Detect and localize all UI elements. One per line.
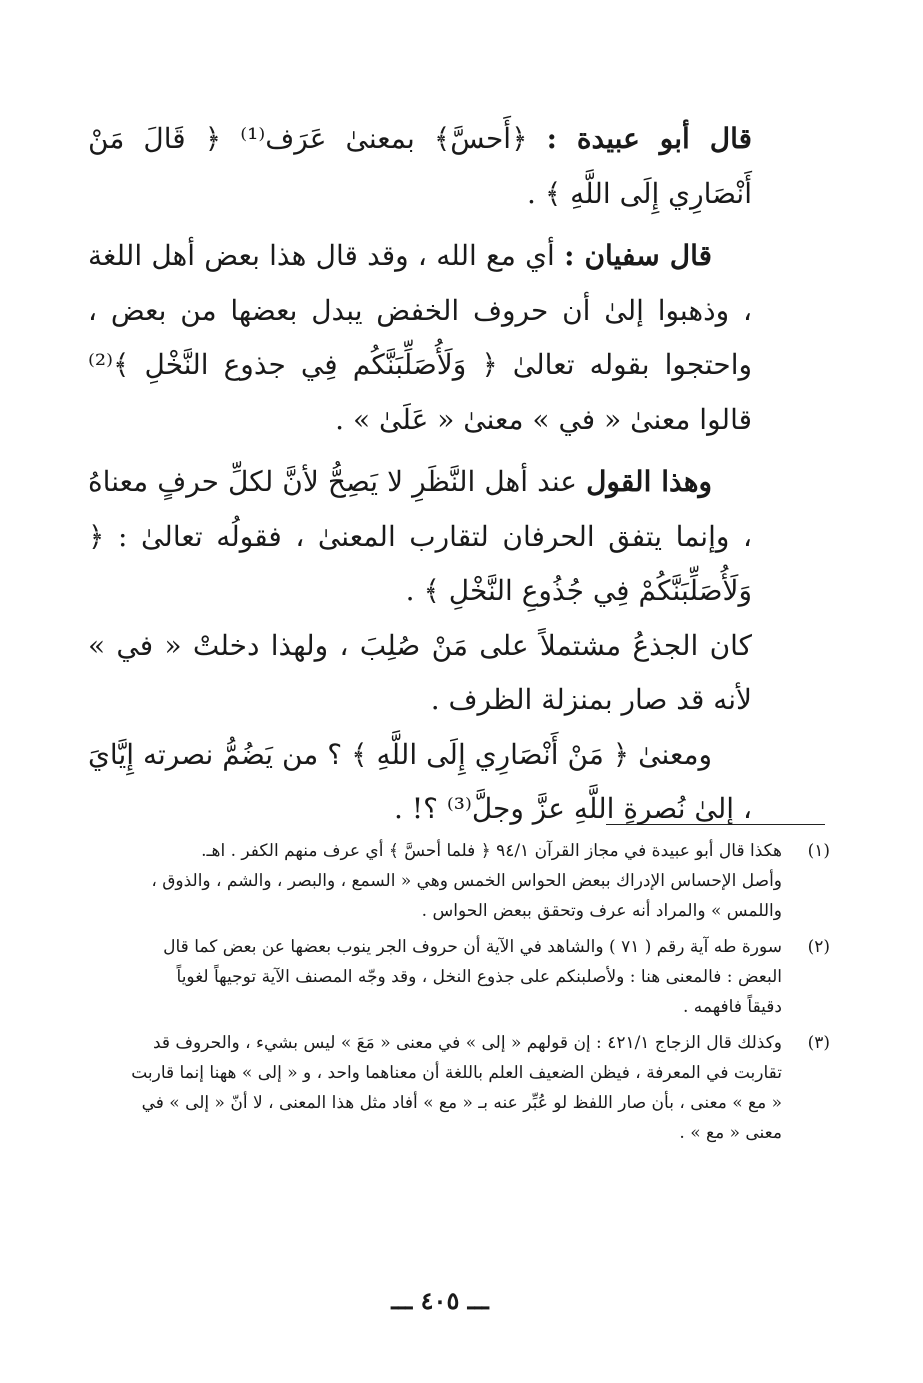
paragraph	[88, 112, 752, 221]
paragraph-text: عند أهل النَّظَرِ لا يَصِحُّ لأنَّ لكلِّ حرفٍ معناهُ ، وإنما يتفق الحرفان لتقارب المعنىٰ ، فقولُه تعالىٰ : ﴿ وَلَأُصَلِّبَنَّكُمْ فِي جُذُوعِ النَّخْلِ ﴾ .	[88, 465, 752, 607]
paragraph-lead: قال أبو عبيدة :	[546, 122, 752, 155]
main-text	[88, 112, 752, 837]
footnote-line: وأصل الإحساس الإدراك ببعض الحواس الخمس وهي « السمع ، والبصر ، والشم ، والذوق ،	[151, 871, 782, 891]
footnote-line: وكذلك قال الزجاج ٤٢١/١ : إن قولهم « إلى » في معنى « مَعَ » ليس بشيء ، والحروف قد	[152, 1033, 782, 1053]
footnote	[80, 836, 830, 926]
footnote-line: هكذا قال أبو عبيدة في مجاز القرآن ٩٤/١ ﴿ فلما أحسَّ ﴾ أي عرف منهم الكفر . اهـ.	[201, 841, 782, 861]
footnote-line: واللمس » والمراد أنه عرف وتحقق ببعض الحواس .	[421, 901, 782, 921]
paragraph-text: ومعنىٰ ﴿ مَنْ أَنْصَارِي إِلَى اللَّهِ ﴾ ؟ من يَضُمُّ نصرته إِيَّايَ ، إلىٰ نُصرةِ اللَّهِ عزَّ وجلَّ⁽³⁾ ؟! .	[88, 737, 752, 825]
footnote-body	[80, 932, 782, 1022]
footnote-marker: (١)	[807, 841, 830, 861]
page-number: ـــ ٤٠٥ ـــ	[391, 1286, 489, 1315]
paragraph-text: كان الجذعُ مشتملاً على مَنْ صُلِبَ ، ولهذا دخلتْ « في » لأنه قد صار بمنزلة الظرف .	[88, 628, 752, 716]
footnote-line: معنى « مع » .	[679, 1123, 782, 1143]
footnote-divider	[606, 824, 825, 825]
paragraph	[88, 619, 752, 728]
footnote	[80, 932, 830, 1022]
paragraph-text: أي مع الله ، وقد قال هذا بعض أهل اللغة ، وذهبوا إلىٰ أن حروف الخفض يبدل بعضها من بعض ، واحتجوا بقوله تعالىٰ ﴿ وَلَأُصَلِّبَنَّكُم فِي جذوع النَّخْلِ ﴾⁽²⁾ قالوا معنىٰ « في » معنىٰ « عَلَىٰ » .	[88, 239, 752, 436]
paragraph-text: ﴿أَحسَّ﴾ بمعنىٰ عَرَف⁽¹⁾ ﴿ قَالَ مَنْ أَنْصَارِي إِلَى اللَّهِ ﴾ .	[88, 122, 752, 210]
footnote-line: البعض : فالمعنى هنا : ولأصلبنكم على جذوع النخل ، وقد وجّه المصنف الآية توجيهاً لغوياً	[176, 967, 782, 987]
footnotes	[80, 836, 830, 1154]
footnote-marker: (٣)	[807, 1033, 830, 1053]
paragraph	[88, 229, 752, 447]
paragraph	[88, 455, 752, 619]
paragraph-lead: وهذا القول	[586, 465, 713, 498]
footnote-marker: (٢)	[807, 937, 830, 957]
footnote-body	[80, 1028, 782, 1148]
footnote-line: « مع » معنى ، بأن صار اللفظ لو عُبِّر عنه بـ « مع » أفاد مثل هذا المعنى ، لا أنّ « إلى » في	[141, 1093, 782, 1113]
footnote-line: تقاربت في المعرفة ، فيظن الضعيف العلم باللغة أن معناهما واحد ، و « إلى » ههنا إنما قاربت	[131, 1063, 782, 1083]
footnote-line: سورة طه آية رقم ( ٧١ ) والشاهد في الآية أن حروف الجر ينوب بعضها عن بعض كما قال	[163, 937, 782, 957]
paragraph	[88, 728, 752, 837]
paragraph-lead: قال سفيان :	[564, 239, 712, 272]
footnote-line: دقيقاً فافهمه .	[682, 997, 782, 1017]
footnote	[80, 1028, 830, 1148]
footnote-body	[80, 836, 782, 926]
